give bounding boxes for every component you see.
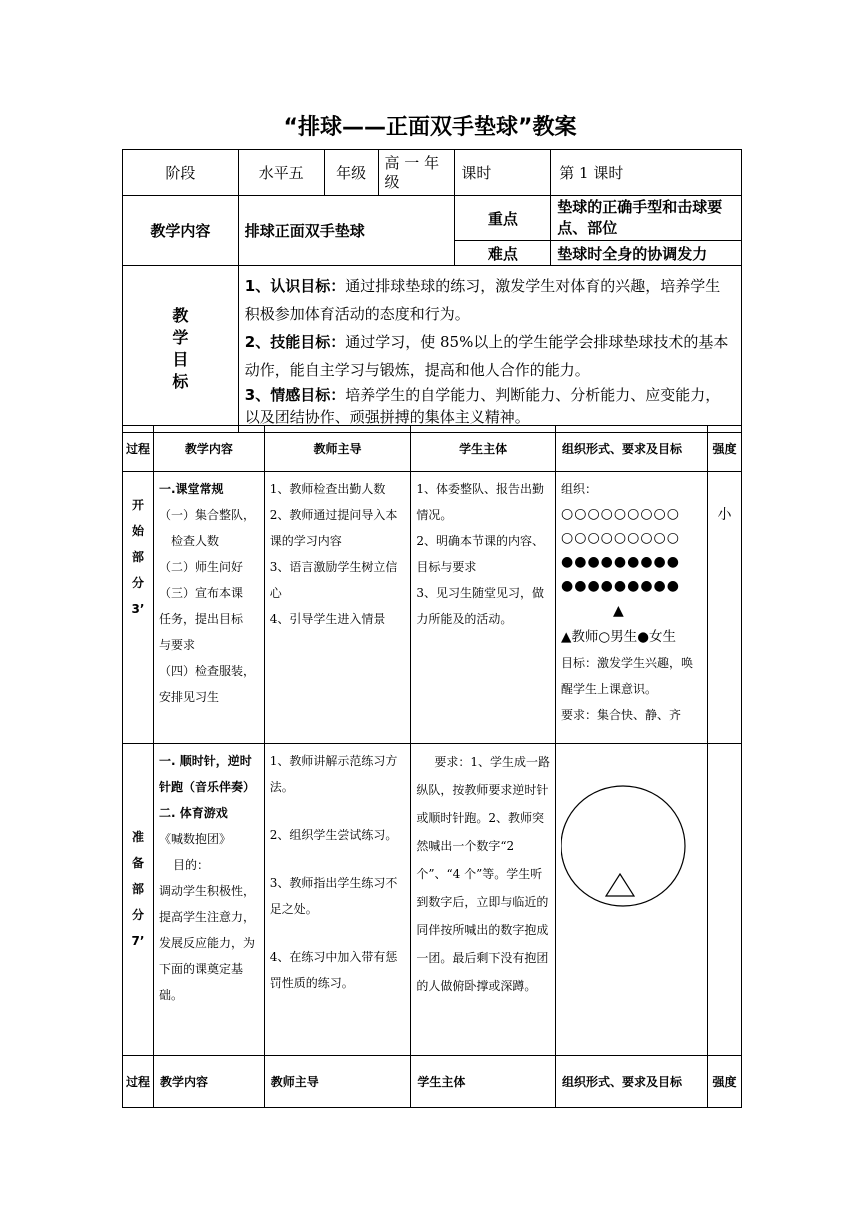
start-content: 一.课堂常规 （一）集合整队， 检查人数 （二）师生问好 （三）宣布本课 任务，提出目标 与要求 （四）检查服装， 安排见习生 — [153, 472, 264, 744]
prep-intensity — [708, 744, 742, 1056]
prep-org — [556, 744, 708, 1056]
prep-content: 一. 顺时针，逆时针跑（音乐伴奏） 二. 体育游戏 《喊数抱团》 目的： 调动学生积极性，提高学生注意力，发展反应能力，为下面的课奠定基础。 — [153, 744, 264, 1056]
key-value: 垫球的正确手型和击球要点、部位 — [551, 196, 742, 241]
footer-org: 组织形式、要求及目标 — [556, 1056, 708, 1108]
formation-row-filled: ●●●●●●●●● — [561, 554, 680, 570]
difficulty-value: 垫球时全身的协调发力 — [551, 241, 742, 266]
start-org: 组织： ○○○○○○○○○ ○○○○○○○○○ ●●●●●●●●● ●●●●●●●●● ▲ ▲教师○男生●女生 目标：激发学生兴趣，唤醒学生上课意识。 要求：集合快、静、齐 — [556, 472, 708, 744]
header-process: 过程 — [123, 426, 154, 472]
footer-process: 过程 — [123, 1056, 154, 1108]
start-teacher: 1、教师检查出勤人数 2、教师通过提问导入本课的学习内容 3、语言激励学生树立信心 4、引导学生进入情景 — [264, 472, 411, 744]
circle-track — [561, 786, 685, 906]
start-label: 开始部分3’ — [123, 472, 154, 744]
teacher-position-icon: ▲ — [613, 603, 624, 619]
prep-student: 要求：1、学生成一路纵队，按教师要求逆时针或顺时针跑。2、教师突然喊出一个数字“2 个”、“4 个”等。学生听到数字后，立即与临近的同伴按所喊出的数字抱成一团。最后剩下没有抱团的人做俯卧撑或深蹲。 — [411, 744, 556, 1056]
footer-teacher: 教师主导 — [264, 1056, 411, 1108]
period-value: 第 1 课时 — [551, 150, 742, 196]
footer-student: 学生主体 — [411, 1056, 556, 1108]
key-label: 重点 — [455, 196, 551, 241]
running-circle-diagram — [561, 748, 701, 908]
formation-row-open: ○○○○○○○○○ — [561, 506, 680, 522]
header-intensity: 强度 — [708, 426, 742, 472]
teacher-triangle-icon — [606, 874, 634, 896]
formation-legend: ▲教师○男生●女生 — [561, 629, 676, 645]
goals-label: 教学目标 — [123, 266, 239, 433]
start-intensity: 小 — [708, 472, 742, 744]
phase-value: 水平五 — [238, 150, 324, 196]
start-student: 1、体委整队、报告出勤情况。 2、明确本节课的内容、目标与要求 3、见习生随堂见习，做力所能及的活动。 — [411, 472, 556, 744]
goal-emotional: 3、情感目标：培养学生的自学能力、判断能力、分析能力、应变能力，以及团结协作、顽强拼搏的集体主义精神。 — [244, 386, 721, 426]
formation-row-filled: ●●●●●●●●● — [561, 578, 680, 594]
prep-label: 准备部分7’ — [123, 744, 154, 1056]
goal-cognitive: 1、认识目标：通过排球垫球的练习，激发学生对体育的兴趣，培养学生积极参加体育活动的态度和行为。 — [244, 277, 721, 323]
phase-label: 阶段 — [123, 150, 239, 196]
prep-teacher: 1、教师讲解示范练习方法。 2、组织学生尝试练习。 3、教师指出学生练习不足之处。 4、在练习中加入带有惩罚性质的练习。 — [264, 744, 411, 1056]
content-label: 教学内容 — [123, 196, 239, 266]
process-table — [122, 425, 742, 1108]
header-org: 组织形式、要求及目标 — [556, 426, 708, 472]
formation-row-open: ○○○○○○○○○ — [561, 530, 680, 546]
header-teacher: 教师主导 — [264, 426, 411, 472]
header-content: 教学内容 — [153, 426, 264, 472]
document-title: “排球——正面双手垫球”教案 — [283, 115, 577, 140]
goals-cell — [238, 266, 741, 433]
goal-skill: 2、技能目标：通过学习，使 85%以上的学生能学会排球垫球技术的基本动作，能自主学习与锻炼，提高和他人合作的能力。 — [244, 333, 729, 379]
period-label: 课时 — [455, 150, 551, 196]
difficulty-label: 难点 — [455, 241, 551, 266]
footer-intensity: 强度 — [708, 1056, 742, 1108]
footer-content: 教学内容 — [153, 1056, 264, 1108]
lesson-info-table — [122, 149, 742, 433]
grade-value: 高 一 年级 — [378, 150, 455, 196]
header-student: 学生主体 — [411, 426, 556, 472]
grade-label: 年级 — [324, 150, 378, 196]
content-value: 排球正面双手垫球 — [238, 196, 455, 266]
